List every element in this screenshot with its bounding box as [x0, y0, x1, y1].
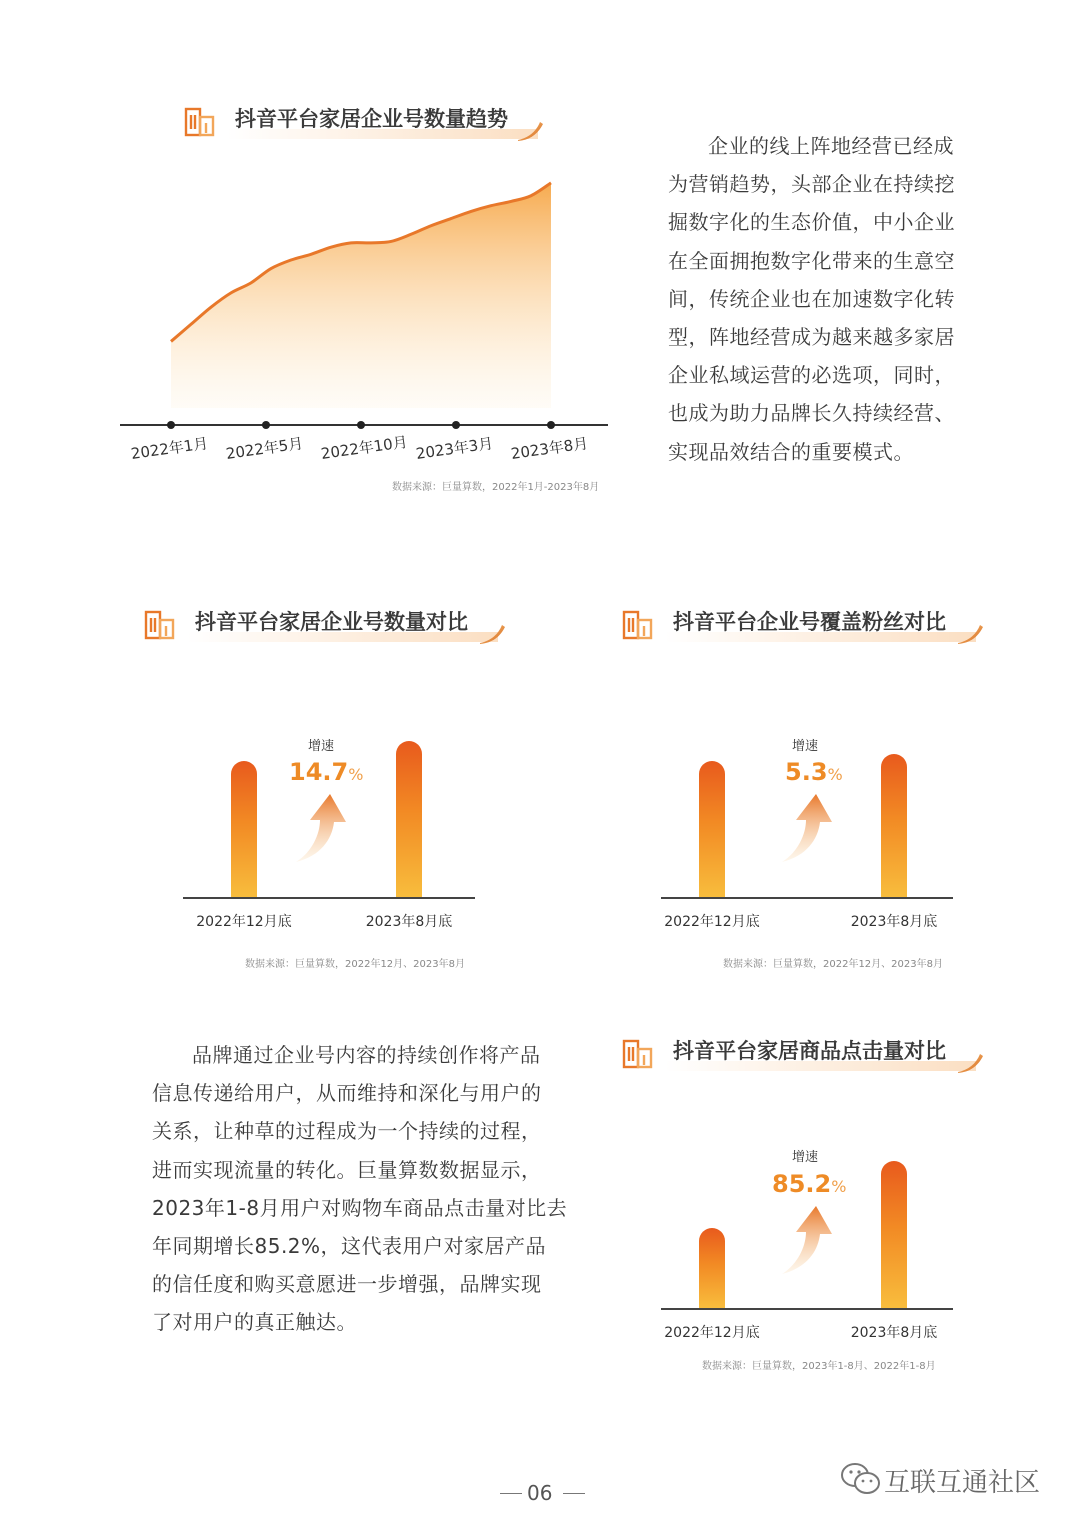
bar-baseline — [661, 897, 953, 899]
bar — [881, 1161, 907, 1308]
page-number-dash — [563, 1493, 585, 1494]
paragraph-line: 品牌通过企业号内容的持续创作将产品 — [192, 1043, 541, 1067]
x-tick-label: 2022年10月 — [319, 432, 409, 463]
x-tick-dot — [547, 421, 555, 429]
building-icon — [183, 103, 217, 137]
section-title-label: 抖音平台家居企业号数量对比 — [187, 604, 498, 642]
paragraph-line: 实现品效结合的重要模式。 — [668, 439, 914, 464]
x-tick-label: 2023年3月 — [414, 434, 495, 463]
building-icon — [621, 1035, 655, 1069]
category-label: 2022年12月底 — [664, 1325, 760, 1341]
section-title-label: 抖音平台家居企业号数量趋势 — [227, 101, 538, 139]
category-label: 2022年12月底 — [664, 914, 760, 930]
section-title-trend — [183, 100, 538, 140]
wechat-icon — [840, 1462, 882, 1496]
paragraph-line: 进而实现流量的转化。巨量算数数据显示， — [152, 1157, 542, 1182]
building-icon — [621, 606, 655, 640]
paragraph-line: 为营销趋势，头部企业在持续挖 — [668, 172, 955, 197]
building-icon — [143, 606, 177, 640]
intro-paragraph — [668, 127, 998, 471]
chart-source-note: 数据来源：巨量算数，2022年12月、2023年8月 — [245, 959, 465, 970]
swoosh-decoration — [954, 623, 984, 645]
swoosh-decoration — [476, 623, 506, 645]
swoosh-decoration — [954, 1052, 984, 1074]
paragraph-line: 信息传递给用户，从而维持和深化与用户的 — [152, 1081, 542, 1106]
watermark-text: 互联互通社区 — [884, 1468, 1041, 1498]
category-label: 2023年8月底 — [850, 1325, 938, 1341]
paragraph-line: 企业的线上阵地经营已经成 — [708, 134, 954, 158]
bar-baseline — [661, 1308, 953, 1310]
bar — [231, 761, 257, 897]
paragraph-line: 企业私域运营的必选项，同时， — [668, 363, 955, 388]
section-title-label: 抖音平台家居商品点击量对比 — [665, 1033, 976, 1071]
trend-area-chart — [110, 160, 620, 470]
paragraph-line: 也成为助力品牌长久持续经营、 — [668, 401, 955, 426]
growth-arrow-icon — [776, 1204, 836, 1276]
page-number: 06 — [527, 1481, 553, 1505]
growth-value: 14.7% — [289, 758, 364, 786]
paragraph-line: 间，传统企业也在加速数字化转 — [668, 286, 955, 311]
bar — [396, 741, 422, 897]
section-title-count — [143, 603, 498, 643]
growth-value: 5.3% — [785, 758, 843, 786]
growth-caption: 增速 — [307, 739, 334, 754]
x-tick-label: 2022年5月 — [224, 434, 305, 463]
x-tick-label: 2023年8月 — [509, 434, 590, 463]
paragraph-line: 型，阵地经营成为越来越多家居 — [668, 325, 955, 350]
x-tick-dot — [357, 421, 365, 429]
section-title-fans — [621, 603, 976, 643]
x-tick-dot — [262, 421, 270, 429]
x-tick-dot — [167, 421, 175, 429]
paragraph-line: 掘数字化的生态价值，中小企业 — [668, 210, 955, 235]
paragraph-line: 的信任度和购买意愿进一步增强，品牌实现 — [152, 1272, 542, 1297]
growth-value: 85.2% — [772, 1170, 847, 1198]
category-label: 2022年12月底 — [196, 914, 292, 930]
swoosh-decoration — [514, 120, 544, 142]
section-title-label: 抖音平台企业号覆盖粉丝对比 — [665, 604, 976, 642]
chart-source-note: 数据来源：巨量算数，2023年1-8月、2022年1-8月 — [702, 1361, 936, 1372]
bar-baseline — [183, 897, 475, 899]
paragraph-line: 关系，让种草的过程成为一个持续的过程， — [152, 1119, 542, 1144]
growth-arrow-icon — [776, 792, 836, 864]
x-tick-dot — [452, 421, 460, 429]
x-tick-label: 2022年1月 — [129, 434, 210, 463]
paragraph-line: 2023年1-8月用户对购物车商品点击量对比去 — [152, 1195, 568, 1220]
growth-caption: 增速 — [791, 739, 818, 754]
paragraph-line: 年同期增长85.2%，这代表用户对家居产品 — [152, 1234, 547, 1259]
bar — [699, 761, 725, 897]
category-label: 2023年8月底 — [365, 914, 453, 930]
growth-arrow-icon — [290, 792, 350, 864]
paragraph-line: 在全面拥抱数字化带来的生意空 — [668, 248, 955, 273]
chart-source-note: 数据来源：巨量算数，2022年12月、2023年8月 — [723, 959, 943, 970]
section-title-clicks — [621, 1032, 976, 1072]
paragraph-line: 了对用户的真正触达。 — [152, 1310, 357, 1335]
growth-caption: 增速 — [791, 1150, 818, 1165]
bar — [881, 754, 907, 897]
category-label: 2023年8月底 — [850, 914, 938, 930]
bar — [699, 1228, 725, 1308]
chart-source-note: 数据来源：巨量算数，2022年1月-2023年8月 — [392, 482, 600, 493]
body-paragraph — [152, 1036, 592, 1342]
page-number-dash — [500, 1493, 522, 1494]
